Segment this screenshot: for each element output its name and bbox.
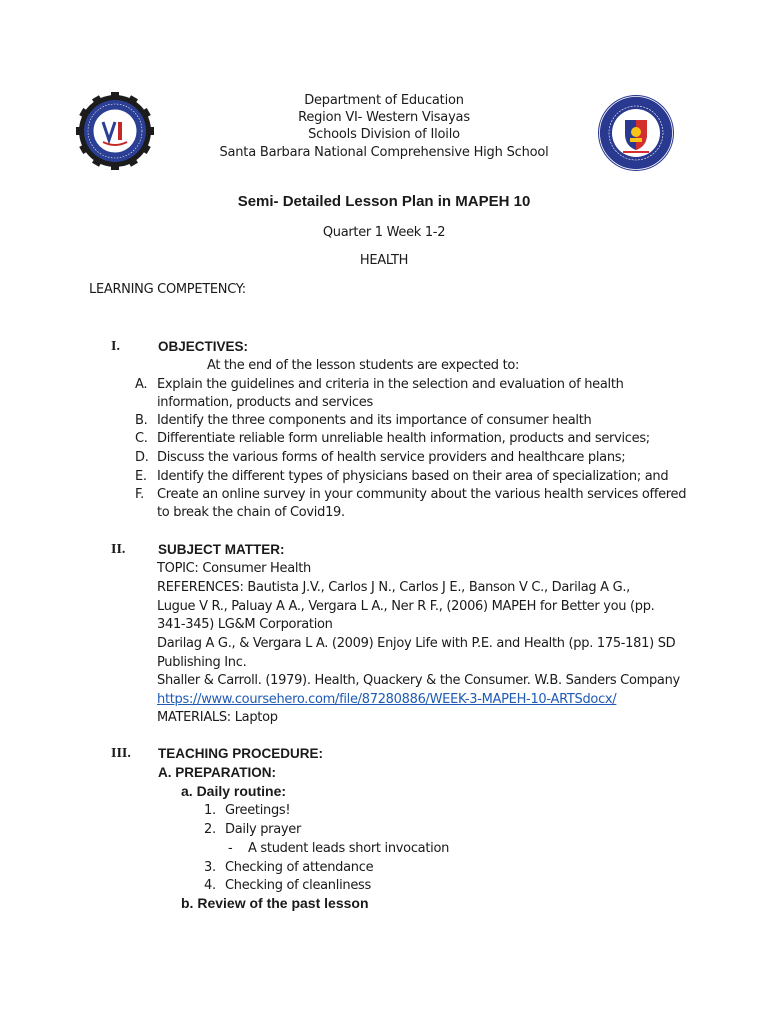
page-title: Semi- Detailed Lesson Plan in MAPEH 10 (237, 193, 531, 210)
header-line-division: Schools Division of Iloilo (308, 127, 460, 142)
objective-f-line-1: Create an online survey in your community about the various health services offered (157, 487, 687, 502)
routine-number-1: 1. (204, 803, 216, 818)
routine-item-attendance: Checking of attendance (225, 860, 374, 875)
objectives-numeral: I. (111, 339, 120, 354)
topic-line: TOPIC: Consumer Health (157, 561, 311, 576)
objective-b-line-1: Identify the three components and its importance of consumer health (157, 413, 592, 428)
objective-letter-f: F. (135, 487, 144, 502)
objective-a-line-2: information, products and services (157, 395, 373, 410)
objective-f-line-2: to break the chain of Covid19. (157, 505, 345, 520)
header-line-school: Santa Barbara National Comprehensive High School (219, 145, 549, 160)
objective-d-line-1: Discuss the various forms of health service providers and healthcare plans; (157, 450, 626, 465)
routine-item-greetings: Greetings! (225, 803, 291, 818)
objective-e-line-1: Identify the different types of physicians based on their area of specialization; and (157, 469, 669, 484)
header-line-region: Region VI- Western Visayas (298, 110, 470, 125)
subject-matter-numeral: II. (111, 542, 126, 557)
routine-item-cleanliness: Checking of cleanliness (225, 878, 371, 893)
references-line-4: Darilag A G., & Vergara L A. (2009) Enjoy Life with P.E. and Health (pp. 175-181) SD (157, 636, 676, 651)
daily-routine-heading: a. Daily routine: (181, 783, 287, 799)
procedure-numeral: III. (111, 746, 131, 761)
routine-number-2: 2. (204, 822, 216, 837)
routine-item-prayer: Daily prayer (225, 822, 302, 837)
objective-c-line-1: Differentiate reliable form unreliable health information, products and services; (157, 431, 650, 446)
quarter-label: Quarter 1 Week 1-2 (322, 225, 446, 240)
objectives-intro: At the end of the lesson students are expected to: (207, 358, 520, 373)
learning-competency-label: LEARNING COMPETENCY: (89, 282, 246, 297)
preparation-heading: A. PREPARATION: (158, 765, 276, 780)
references-line-3: 341-345) LG&M Corporation (157, 617, 333, 632)
routine-number-3: 3. (204, 860, 216, 875)
routine-number-4: 4. (204, 878, 216, 893)
objective-letter-e: E. (135, 469, 147, 484)
references-line-2: Lugue V R., Paluay A A., Vergara L A., Ner R F., (2006) MAPEH for Better you (pp. (157, 599, 655, 614)
references-line-5: Publishing Inc. (157, 655, 247, 670)
materials-line: MATERIALS: Laptop (157, 710, 278, 725)
review-heading: b. Review of the past lesson (181, 895, 369, 911)
objective-a-line-1: Explain the guidelines and criteria in the selection and evaluation of health (157, 377, 624, 392)
objective-letter-d: D. (135, 450, 149, 465)
references-line-1: REFERENCES: Bautista J.V., Carlos J N., Carlos J E., Banson V C., Darilag A G., (157, 580, 631, 595)
prayer-sub-bullet: - (228, 841, 233, 856)
header-line-department: Department of Education (304, 93, 464, 108)
objectives-heading: OBJECTIVES: (158, 339, 249, 354)
objective-letter-b: B. (135, 413, 148, 428)
objective-letter-a: A. (135, 377, 148, 392)
prayer-sub-item: A student leads short invocation (248, 841, 450, 856)
reference-link[interactable]: https://www.coursehero.com/file/87280886/WEEK-3-MAPEH-10-ARTSdocx/ (157, 692, 617, 707)
subject-label: HEALTH (359, 253, 409, 268)
procedure-heading: TEACHING PROCEDURE: (158, 746, 324, 761)
references-line-6: Shaller & Carroll. (1979). Health, Quackery & the Consumer. W.B. Sanders Company (157, 673, 680, 688)
objective-letter-c: C. (135, 431, 148, 446)
subject-matter-heading: SUBJECT MATTER: (158, 542, 285, 557)
